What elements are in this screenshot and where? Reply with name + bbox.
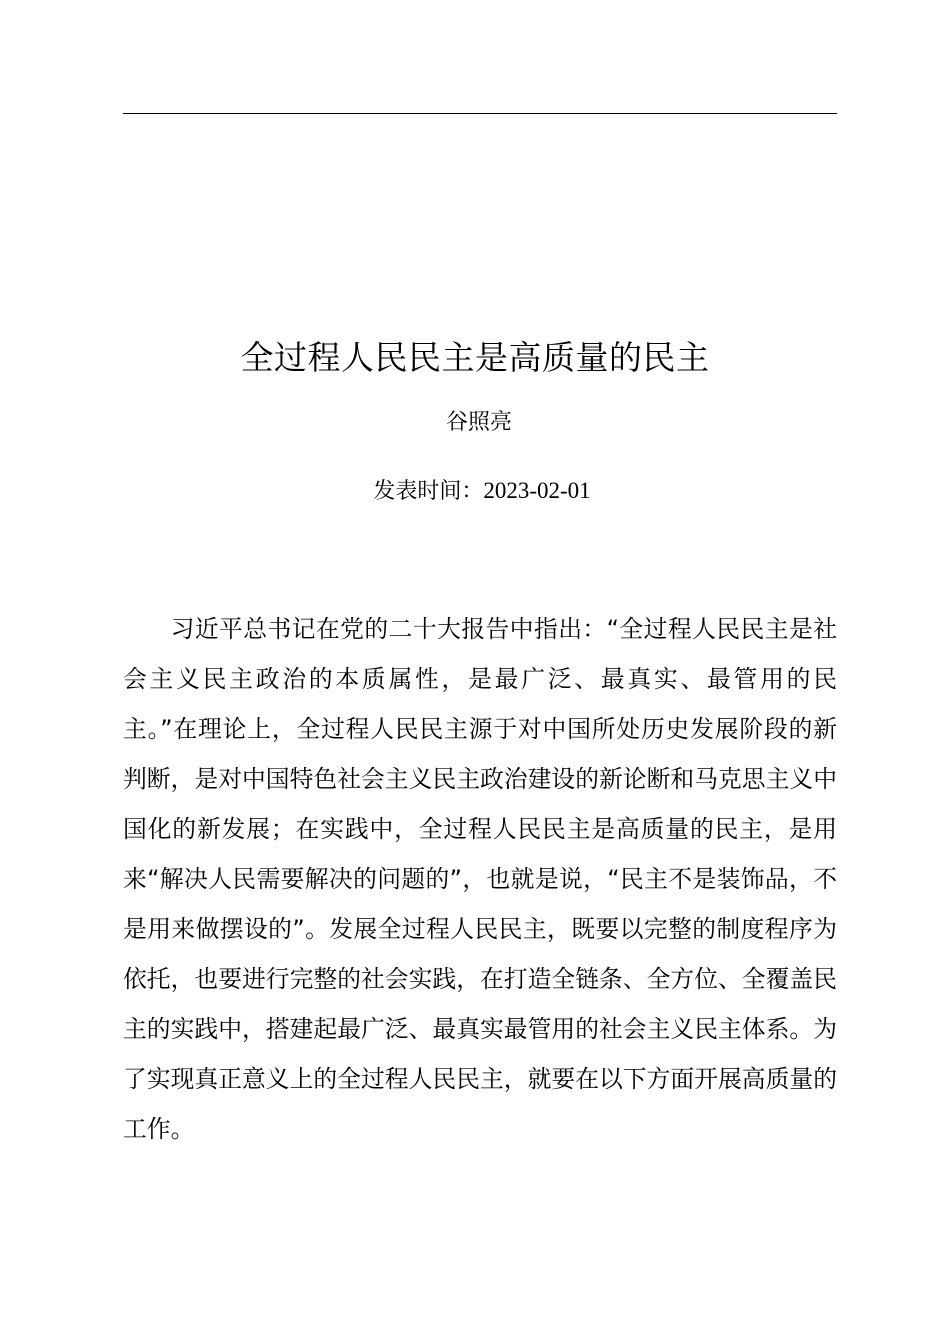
publication-date-value: 2023-02-01 bbox=[483, 478, 591, 503]
article-title: 全过程人民民主是高质量的民主 bbox=[240, 338, 710, 377]
body-paragraph: 习近平总书记在党的二十大报告中指出：“全过程人民民主是社会主义民主政治的本质属性，是最广泛、最真实、最管用的民主。”在理论上，全过程人民民主源于对中国所处历史发展阶段的新判断，是对中国特色社会主义民主政治建设的新论断和马克思主义中国化的新发展；在实践中，全过程人民民主是高质量的民主，是用来“解决人民需要解决的问题的”，也就是说，“民主不是装饰品，不是用来做摆设的”。发展全过程人民民主，既要以完整的制度程序为依托，也要进行完整的社会实践，在打造全链条、全方位、全覆盖民主的实践中，搭建起最广泛、最真实最管用的社会主义民主体系。为了实现真正意义上的全过程人民民主，就要在以下方面开展高质量的工作。 bbox=[123, 615, 837, 1143]
author-name: 谷照亮 bbox=[445, 410, 512, 435]
header-rule bbox=[123, 113, 837, 114]
publication-date-label: 发表时间： bbox=[373, 479, 484, 504]
publication-date bbox=[0, 474, 950, 509]
